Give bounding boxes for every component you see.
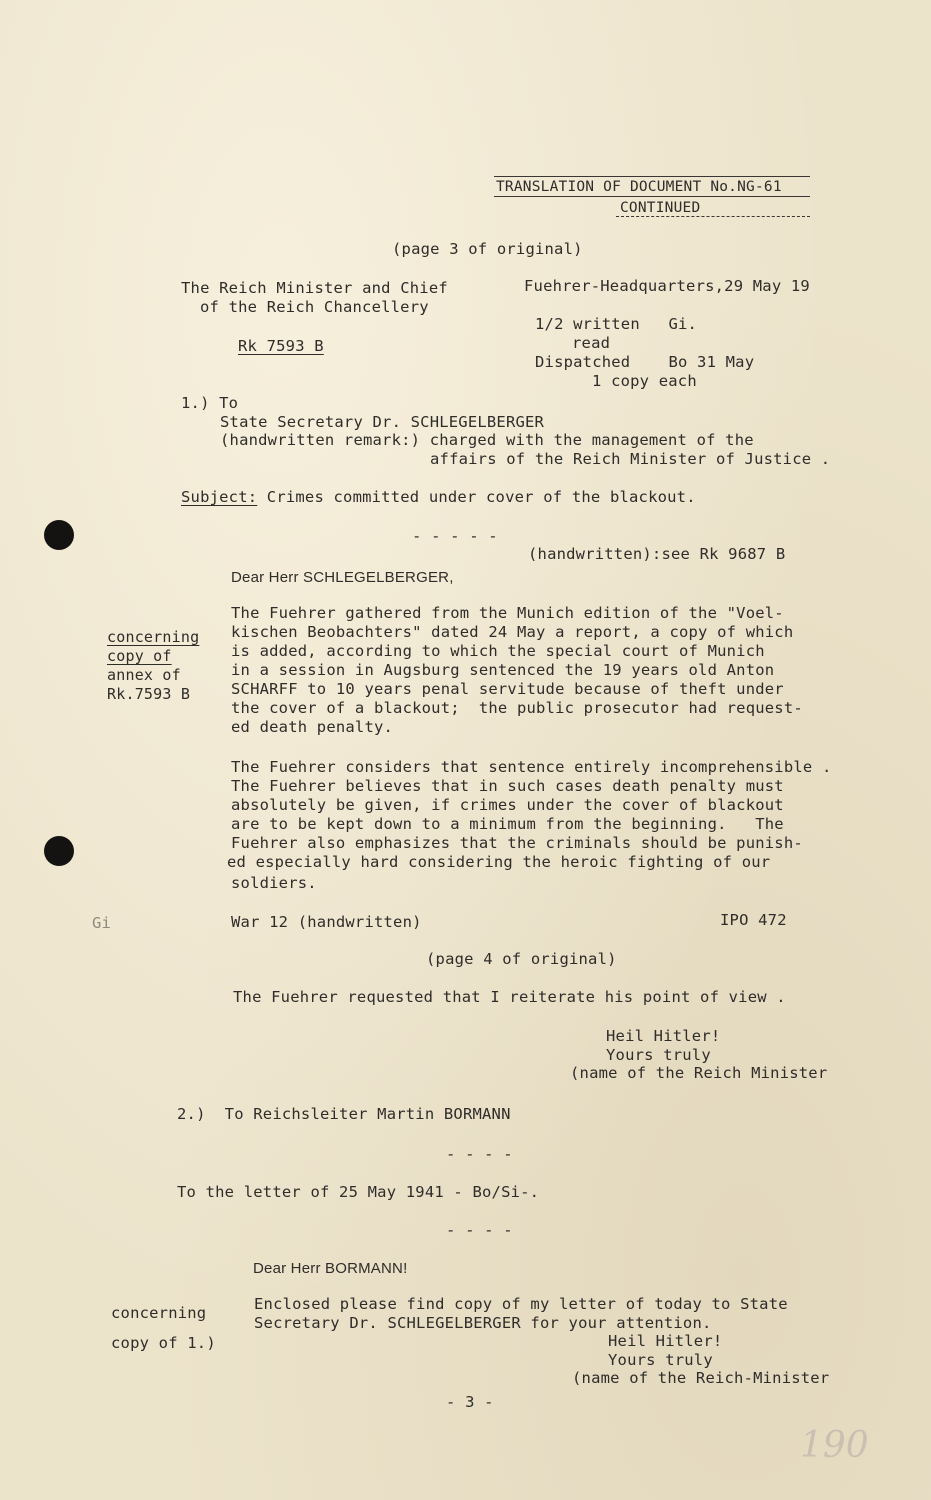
closing1-line1: Heil Hitler!: [606, 1027, 721, 1045]
handwritten-ref: (handwritten):see Rk 9687 B: [528, 545, 786, 563]
margin-note1-line3: annex of: [107, 666, 181, 684]
paragraph1-line: is added, according to which the special court of Munich: [231, 642, 765, 660]
item1-recipient: State Secretary Dr. SCHLEGELBERGER: [220, 413, 545, 431]
paragraph1-line: SCHARFF to 10 years penal servitude because of theft under: [231, 680, 784, 698]
paragraph2-line: Fuehrer also emphasizes that the criminals should be punish-: [231, 834, 803, 852]
item1-remark-line2: affairs of the Reich Minister of Justice .: [430, 450, 831, 468]
war-note: War 12 (handwritten): [231, 913, 422, 931]
separator-dashes-3: - - - -: [446, 1221, 513, 1239]
margin-note1-line4: Rk.7593 B: [107, 685, 191, 703]
translation-title: TRANSLATION OF DOCUMENT No.NG-61: [496, 179, 782, 195]
ipo-mark: IPO 472: [720, 911, 787, 929]
dispatch-line1: 1/2 written Gi.: [535, 315, 698, 333]
closing2-line1: Heil Hitler!: [608, 1332, 723, 1350]
place-date: Fuehrer-Headquarters,29 May 19: [524, 277, 810, 295]
subject-label: Subject:: [181, 488, 258, 506]
separator-dashes-1: - - - - -: [412, 527, 498, 545]
paragraph2-line: The Fuehrer considers that sentence entirely incomprehensible .: [231, 758, 832, 776]
page4-marker: (page 4 of original): [426, 950, 617, 968]
item1-remark-line1: (handwritten remark:) charged with the management of the: [220, 431, 754, 449]
margin-note2-line1: concerning: [111, 1304, 207, 1322]
subject-line: [181, 488, 696, 508]
sender-ref: Rk 7593 B: [238, 337, 324, 355]
closing2-line2: Yours truly: [608, 1351, 713, 1369]
paragraph1-line: ed death penalty.: [231, 718, 394, 736]
paragraph2-line: are to be kept down to a minimum from the beginning. The: [231, 815, 784, 833]
paragraph1-line: The Fuehrer gathered from the Munich edition of the "Voel-: [231, 604, 784, 622]
paragraph1-line: kischen Beobachters" dated 24 May a report, a copy of which: [231, 623, 794, 641]
item1-number: 1.) To: [181, 394, 239, 412]
closing1-line2: Yours truly: [606, 1046, 711, 1064]
salutation-schlegelberger: Dear Herr SCHLEGELBERGER,: [231, 569, 454, 586]
page-number: - 3 -: [446, 1393, 494, 1411]
punch-hole-bottom: [44, 836, 74, 866]
continued-rule: [616, 216, 810, 217]
sender-line1: The Reich Minister and Chief: [181, 279, 448, 297]
sender-line2: of the Reich Chancellery: [200, 298, 429, 316]
paragraph4-line: Enclosed please find copy of my letter of today to State: [254, 1295, 788, 1313]
letter-reference: To the letter of 25 May 1941 - Bo/Si-.: [177, 1183, 540, 1201]
item2-line: 2.) To Reichsleiter Martin BORMANN: [177, 1105, 511, 1123]
stamped-page-number: 190: [800, 1425, 869, 1466]
closing1-line3: (name of the Reich Minister: [570, 1064, 828, 1082]
paragraph2-line: absolutely be given, if crimes under the cover of blackout: [231, 796, 784, 814]
dispatch-line4: 1 copy each: [592, 372, 697, 390]
punch-hole-top: [44, 520, 74, 550]
separator-dashes-2: - - - -: [446, 1145, 513, 1163]
header-rule: [494, 176, 810, 177]
paragraph-3: The Fuehrer requested that I reiterate his point of view .: [233, 988, 786, 1006]
paragraph1-line: the cover of a blackout; the public prosecutor had request-: [231, 699, 803, 717]
margin-note1-line1: concerning: [107, 628, 200, 646]
margin-note1-line2: copy of: [107, 647, 172, 665]
subject-text: Crimes committed under cover of the blackout.: [257, 488, 696, 506]
margin-note2-line2: copy of 1.): [111, 1334, 216, 1352]
paragraph2-line: soldiers.: [231, 874, 317, 892]
paragraph4-line: Secretary Dr. SCHLEGELBERGER for your attention.: [254, 1314, 712, 1332]
paragraph2-line: ed especially hard considering the heroic fighting of our: [227, 853, 771, 871]
salutation-bormann: Dear Herr BORMANN!: [253, 1260, 408, 1277]
paragraph2-line: The Fuehrer believes that in such cases death penalty must: [231, 777, 784, 795]
closing2-line3: (name of the Reich-Minister: [572, 1369, 830, 1387]
page3-marker: (page 3 of original): [392, 240, 583, 258]
continued-label: CONTINUED: [620, 200, 701, 216]
dispatch-line3: Dispatched Bo 31 May: [535, 353, 755, 371]
left-initial: Gi: [92, 914, 112, 932]
header-rule-2: [494, 196, 810, 197]
paragraph1-line: in a session in Augsburg sentenced the 19 years old Anton: [231, 661, 775, 679]
dispatch-line2: read: [572, 334, 611, 352]
